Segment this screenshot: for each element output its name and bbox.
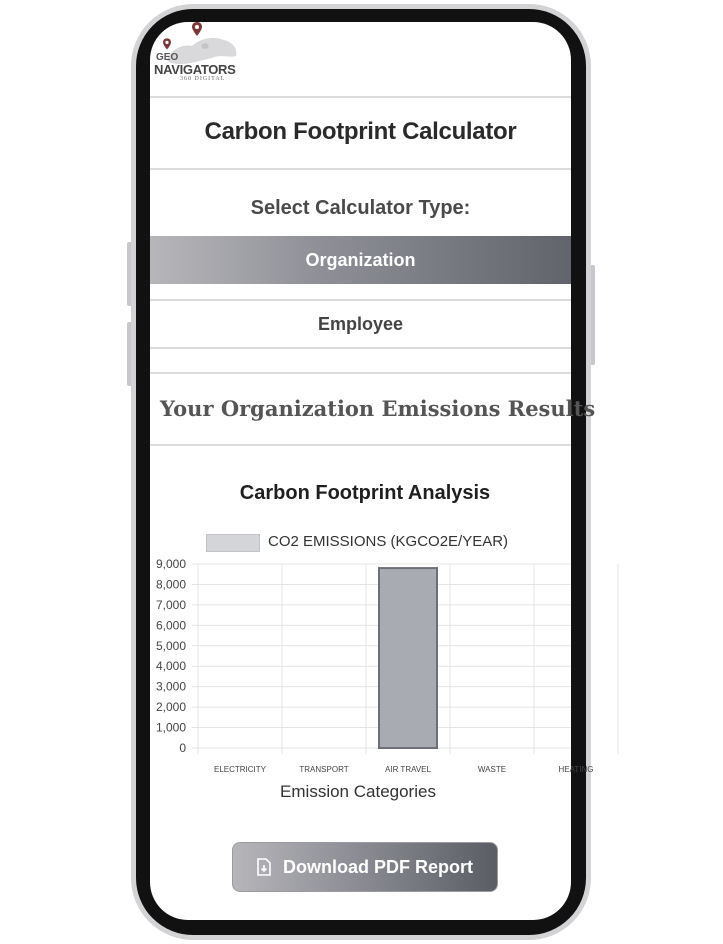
emissions-bar-chart bbox=[150, 552, 594, 777]
y-tick-label: 1,000 bbox=[155, 720, 186, 735]
x-tick-label: HEATING bbox=[558, 765, 594, 774]
results-divider-bottom bbox=[150, 444, 571, 446]
title-divider bbox=[150, 168, 571, 170]
download-pdf-button[interactable] bbox=[232, 842, 498, 892]
map-pin-icon bbox=[192, 22, 202, 36]
legend-swatch[interactable] bbox=[206, 534, 260, 552]
y-tick-label: 8,000 bbox=[155, 577, 186, 592]
chart-title: Carbon Footprint Analysis bbox=[239, 482, 491, 504]
y-tick-label: 2,000 bbox=[155, 700, 186, 715]
x-tick-label: ELECTRICITY bbox=[213, 765, 267, 774]
x-tick-label: AIR TRAVEL bbox=[385, 765, 431, 774]
header-divider bbox=[150, 96, 571, 98]
bar-air-travel bbox=[379, 568, 437, 748]
employee-option-button[interactable]: Employee bbox=[150, 299, 571, 349]
logo-text-navigators: NAVIGATORS bbox=[154, 62, 236, 77]
logo-text-geo: GEO bbox=[156, 52, 179, 63]
y-tick-label: 3,000 bbox=[155, 679, 186, 694]
x-tick-label: WASTE bbox=[477, 765, 507, 774]
logo-text-360-digital: 360 DIGITAL bbox=[180, 76, 226, 82]
results-title: Your Organization Emissions Results bbox=[160, 396, 596, 421]
calculator-type-label: Select Calculator Type: bbox=[250, 197, 471, 219]
organization-option-button[interactable]: Organization bbox=[150, 236, 571, 284]
results-divider-top bbox=[150, 372, 571, 374]
geo-navigators-logo[interactable] bbox=[150, 22, 260, 92]
x-axis-title: Emission Categories bbox=[280, 782, 436, 801]
y-tick-label: 7,000 bbox=[155, 597, 186, 612]
download-pdf-label: Download PDF Report bbox=[283, 856, 473, 877]
x-tick-label: TRANSPORT bbox=[299, 765, 349, 774]
phone-screen bbox=[150, 22, 596, 920]
y-tick-label: 9,000 bbox=[155, 557, 186, 571]
legend-label: CO2 EMISSIONS (KGCO2E/YEAR) bbox=[268, 533, 509, 550]
file-download-icon bbox=[257, 858, 271, 876]
map-pin-icon bbox=[163, 38, 171, 50]
y-tick-label: 0 bbox=[179, 741, 186, 755]
y-tick-label: 4,000 bbox=[155, 659, 186, 674]
y-tick-label: 5,000 bbox=[155, 638, 186, 653]
y-tick-label: 6,000 bbox=[155, 618, 186, 633]
page-title: Carbon Footprint Calculator bbox=[204, 118, 517, 145]
